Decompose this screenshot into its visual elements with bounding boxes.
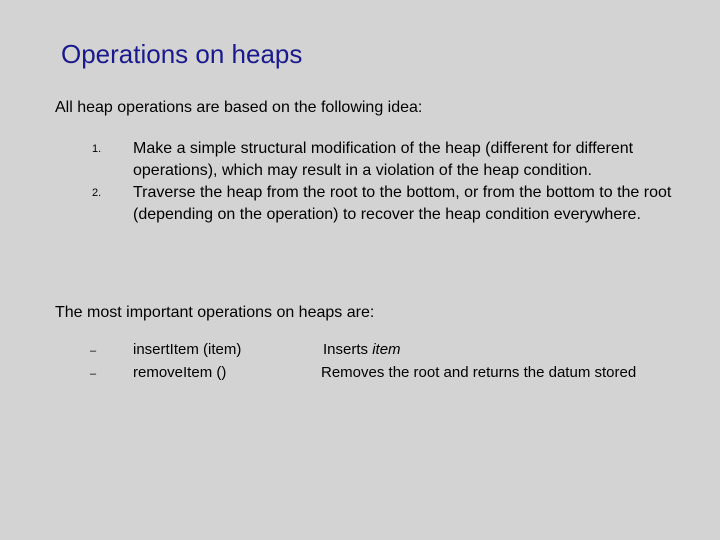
step-number: 1. [92,143,102,155]
intro-text: All heap operations are based on the following idea: [55,99,423,116]
dash-bullet: – [90,345,97,357]
dash-bullet: – [90,368,97,380]
operation-name: insertItem (item) [133,341,242,358]
operation-description-prefix: Inserts [323,341,373,358]
operation-description-emphasis: item [372,341,401,358]
operation-row [0,340,720,363]
operations-heading: The most important operations on heaps are: [55,304,375,321]
operation-description [323,340,401,360]
operation-row [0,363,720,386]
step-text: Traverse the heap from the root to the bottom, or from the bottom to the root (depending on the operation) to recover the heap condition everywhere. [133,184,672,223]
step-item [0,182,720,226]
steps-list [0,138,720,226]
step-item [0,138,720,182]
operation-name: removeItem () [133,364,227,381]
operation-description-text: Removes the root and returns the datum stored [321,364,637,381]
slide-title: Operations on heaps [61,39,303,69]
step-number: 2. [92,187,102,199]
operation-description [321,363,636,383]
operations-list [0,340,720,386]
step-text: Make a simple structural modification of the heap (different for different operations), which may result in a violation of the heap condition. [133,140,634,179]
